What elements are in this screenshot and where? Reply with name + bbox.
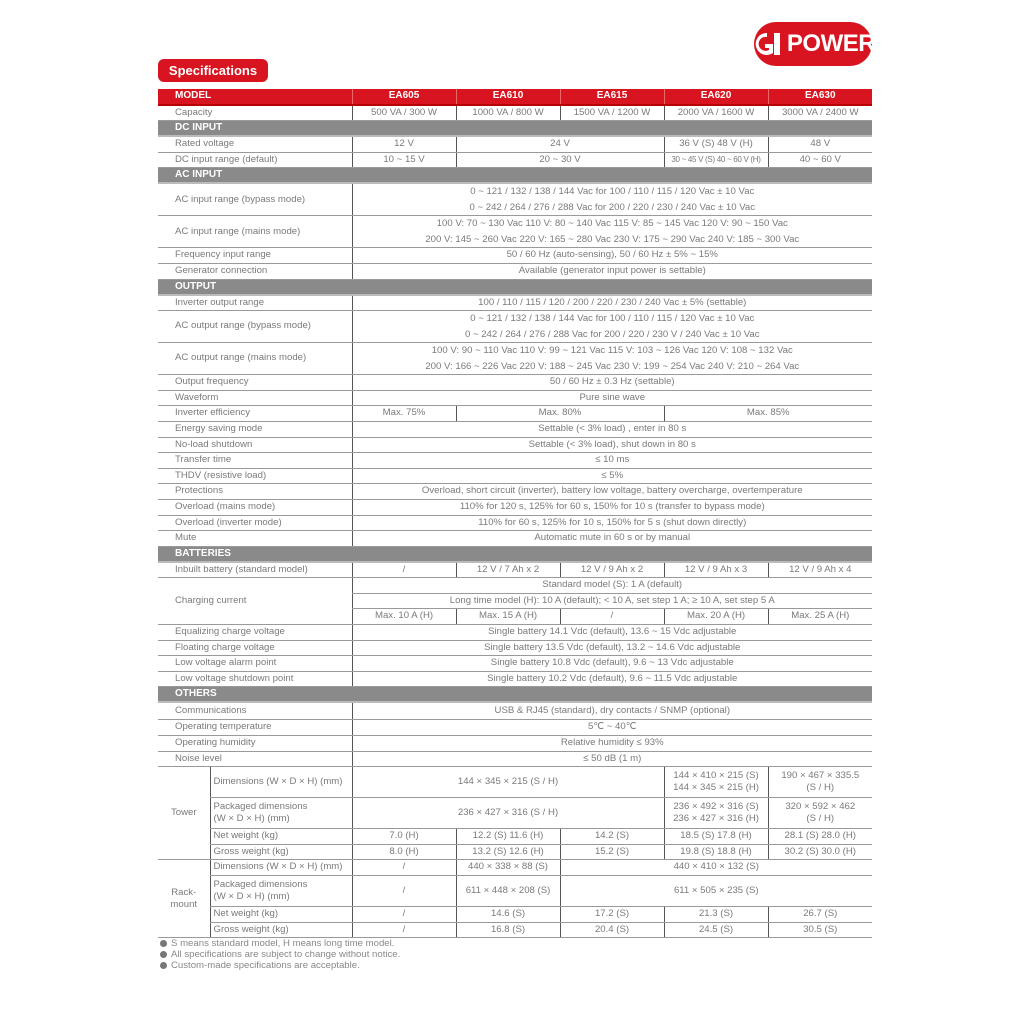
cell: USB & RJ45 (standard), dry contacts / SNMP (optional)	[352, 702, 872, 720]
gi-power-logo	[754, 22, 876, 66]
row-label: Gross weight (kg)	[210, 922, 352, 938]
specifications-table	[158, 89, 872, 938]
bullet-icon	[160, 951, 167, 958]
cell: 24.5 (S)	[664, 922, 768, 938]
line: Packaged dimensions	[213, 801, 308, 813]
cell: 50 / 60 Hz ± 0.3 Hz (settable)	[352, 375, 872, 391]
bullet-icon	[160, 962, 167, 969]
row-label: AC input range (mains mode)	[158, 216, 352, 248]
line: 236 × 427 × 316 (H)	[673, 813, 759, 825]
rack-gross-weight-row	[158, 922, 872, 938]
cell: ≤ 10 ms	[352, 453, 872, 469]
charging-current-row	[158, 578, 872, 594]
bullet-icon	[160, 940, 167, 947]
gi-logo-mark-icon	[751, 29, 785, 59]
cell: 12 V / 9 Ah x 4	[768, 562, 872, 578]
tower-gross-weight-row	[158, 844, 872, 860]
cell: 30.2 (S) 30.0 (H)	[768, 844, 872, 860]
cell: Single battery 14.1 Vdc (default), 13.6 ~ 15 Vdc adjustable	[352, 625, 872, 641]
row-label: AC output range (bypass mode)	[158, 311, 352, 343]
cell: 5℃ ~ 40℃	[352, 720, 872, 736]
mute-row	[158, 531, 872, 547]
cell: Single battery 10.2 Vdc (default), 9.6 ~ 11.5 Vdc adjustable	[352, 671, 872, 687]
tower-packaged-row	[158, 798, 872, 829]
cell: Max. 15 A (H)	[456, 609, 560, 625]
section-dc-input	[158, 121, 872, 137]
cell: Long time model (H): 10 A (default); < 10 A, set step 1 A; ≥ 10 A, set step 5 A	[352, 593, 872, 609]
cell: Settable (< 3% load) , enter in 80 s	[352, 421, 872, 437]
overload-mains-row	[158, 499, 872, 515]
cell: 26.7 (S)	[768, 907, 872, 923]
model-ea620: EA620	[664, 89, 768, 105]
cell: 24 V	[456, 136, 664, 152]
rackmount-label	[158, 860, 210, 938]
row-label: Net weight (kg)	[210, 829, 352, 845]
cell: 100 / 110 / 115 / 120 / 200 / 220 / 230 / 240 Vac ± 5% (settable)	[352, 295, 872, 311]
cell: 30.5 (S)	[768, 922, 872, 938]
line: 0 ~ 242 / 264 / 276 / 288 Vac for 200 / 220 / 230 V / 240 Vac ± 10 Vac	[464, 328, 760, 340]
row-label: Floating charge voltage	[158, 640, 352, 656]
cell: 18.5 (S) 17.8 (H)	[664, 829, 768, 845]
model-label: MODEL	[158, 89, 352, 105]
line: 100 V: 70 ~ 130 Vac 110 V: 80 ~ 140 Vac 115 V: 85 ~ 145 Vac 120 V: 90 ~ 150 Vac	[436, 218, 788, 230]
line: (W × D × H) (mm)	[213, 891, 290, 902]
cell: 3000 VA / 2400 W	[768, 105, 872, 121]
cell: 1000 VA / 800 W	[456, 105, 560, 121]
row-label: Capacity	[158, 105, 352, 121]
row-label: No-load shutdown	[158, 437, 352, 453]
line: 190 × 467 × 335.5	[781, 770, 860, 782]
line: 320 × 592 × 462	[785, 801, 856, 813]
cell: 30 ~ 45 V (S) 40 ~ 60 V (H)	[664, 152, 768, 168]
row-label: Waveform	[158, 390, 352, 406]
dc-input-range-row	[158, 152, 872, 168]
row-label: Low voltage alarm point	[158, 656, 352, 672]
inverter-output-range-row	[158, 295, 872, 311]
row-label: Operating humidity	[158, 736, 352, 752]
row-label: Noise level	[158, 751, 352, 767]
line: 144 × 410 × 215 (S)	[673, 770, 759, 782]
cell: 12 V / 7 Ah x 2	[456, 562, 560, 578]
row-label: Protections	[158, 484, 352, 500]
cell: 440 × 338 × 88 (S)	[456, 860, 560, 876]
model-header-row	[158, 89, 872, 105]
cell: 20 ~ 30 V	[456, 152, 664, 168]
footnote	[160, 960, 400, 971]
energy-saving-row	[158, 421, 872, 437]
line: 0 ~ 121 / 132 / 138 / 144 Vac for 100 / 110 / 115 / 120 Vac ± 10 Vac	[470, 186, 755, 198]
cell: Max. 80%	[456, 406, 664, 422]
row-label: Net weight (kg)	[210, 907, 352, 923]
model-ea610: EA610	[456, 89, 560, 105]
temperature-row	[158, 720, 872, 736]
cell: 28.1 (S) 28.0 (H)	[768, 829, 872, 845]
ac-input-bypass-row	[158, 183, 872, 216]
cell: 236 × 427 × 316 (S / H)	[352, 798, 664, 829]
section-title: OUTPUT	[158, 279, 872, 295]
equalizing-row	[158, 625, 872, 641]
row-label: Energy saving mode	[158, 421, 352, 437]
line: Rack-	[171, 886, 197, 898]
section-output	[158, 279, 872, 295]
row-label: Overload (mains mode)	[158, 499, 352, 515]
line: (W × D × H) (mm)	[213, 813, 290, 825]
cell	[352, 343, 872, 375]
cell: 110% for 120 s, 125% for 60 s, 150% for 10 s (transfer to bypass mode)	[352, 499, 872, 515]
row-label: AC input range (bypass mode)	[158, 183, 352, 216]
cell: Overload, short circuit (inverter), battery low voltage, battery overcharge, overtemperature	[352, 484, 872, 500]
row-label: Charging current	[158, 578, 352, 625]
line: 200 V: 145 ~ 260 Vac 220 V: 165 ~ 280 Vac 230 V: 175 ~ 290 Vac 240 V: 185 ~ 300 Vac	[425, 233, 800, 245]
cell: 12.2 (S) 11.6 (H)	[456, 829, 560, 845]
ac-output-mains-row	[158, 343, 872, 375]
cell: 36 V (S) 48 V (H)	[664, 136, 768, 152]
capacity-row	[158, 105, 872, 121]
cell	[768, 767, 872, 798]
cell: Pure sine wave	[352, 390, 872, 406]
frequency-input-row	[158, 248, 872, 264]
cell: Single battery 13.5 Vdc (default), 13.2 ~ 14.6 Vdc adjustable	[352, 640, 872, 656]
row-label: Inverter efficiency	[158, 406, 352, 422]
section-title: OTHERS	[158, 687, 872, 703]
cell: Settable (< 3% load), shut down in 80 s	[352, 437, 872, 453]
communications-row	[158, 702, 872, 720]
line: Packaged dimensions	[213, 879, 308, 890]
protections-row	[158, 484, 872, 500]
section-ac-input	[158, 168, 872, 184]
cell: 8.0 (H)	[352, 844, 456, 860]
cell	[352, 216, 872, 248]
cell: 19.8 (S) 18.8 (H)	[664, 844, 768, 860]
line: mount	[170, 898, 198, 910]
cell: Standard model (S): 1 A (default)	[352, 578, 872, 594]
cell: 144 × 345 × 215 (S / H)	[352, 767, 664, 798]
footnote-text: S means standard model, H means long time model.	[171, 938, 395, 949]
logo-text: POWER	[786, 30, 876, 57]
specifications-title: Specifications	[158, 59, 268, 82]
section-batteries	[158, 546, 872, 562]
section-title: BATTERIES	[158, 546, 872, 562]
row-label: Output frequency	[158, 375, 352, 391]
inbuilt-battery-row	[158, 562, 872, 578]
line: 144 × 345 × 215 (H)	[673, 782, 759, 794]
cell: Max. 85%	[664, 406, 872, 422]
row-label: DC input range (default)	[158, 152, 352, 168]
row-label: AC output range (mains mode)	[158, 343, 352, 375]
cell: 14.6 (S)	[456, 907, 560, 923]
row-label: Frequency input range	[158, 248, 352, 264]
line: 200 V: 166 ~ 226 Vac 220 V: 188 ~ 245 Vac 230 V: 199 ~ 254 Vac 240 V: 210 ~ 264 Vac	[425, 360, 800, 372]
model-ea605: EA605	[352, 89, 456, 105]
cell: Max. 10 A (H)	[352, 609, 456, 625]
cell: 7.0 (H)	[352, 829, 456, 845]
row-label: Low voltage shutdown point	[158, 671, 352, 687]
row-label	[210, 876, 352, 907]
row-label	[210, 798, 352, 829]
cell: 13.2 (S) 12.6 (H)	[456, 844, 560, 860]
ac-output-bypass-row	[158, 311, 872, 343]
cell: 2000 VA / 1600 W	[664, 105, 768, 121]
cell	[768, 798, 872, 829]
no-load-shutdown-row	[158, 437, 872, 453]
low-alarm-row	[158, 656, 872, 672]
rack-dimensions-row	[158, 860, 872, 876]
output-frequency-row	[158, 375, 872, 391]
cell	[664, 798, 768, 829]
row-label: Transfer time	[158, 453, 352, 469]
line: 0 ~ 121 / 132 / 138 / 144 Vac for 100 / 110 / 115 / 120 Vac ± 10 Vac	[470, 313, 755, 325]
footnotes	[160, 938, 400, 971]
low-shutdown-row	[158, 671, 872, 687]
row-label: Gross weight (kg)	[210, 844, 352, 860]
row-label: Rated voltage	[158, 136, 352, 152]
row-label: Operating temperature	[158, 720, 352, 736]
cell: Automatic mute in 60 s or by manual	[352, 531, 872, 547]
footnote	[160, 938, 400, 949]
cell	[664, 767, 768, 798]
rated-voltage-row	[158, 136, 872, 152]
rack-packaged-row	[158, 876, 872, 907]
cell: 500 VA / 300 W	[352, 105, 456, 121]
rack-net-weight-row	[158, 907, 872, 923]
cell: 12 V / 9 Ah x 2	[560, 562, 664, 578]
line: 0 ~ 242 / 264 / 276 / 288 Vac for 200 / 220 / 230 / 240 Vac ± 10 Vac	[469, 201, 756, 213]
cell: 21.3 (S)	[664, 907, 768, 923]
cell: 20.4 (S)	[560, 922, 664, 938]
cell: 16.8 (S)	[456, 922, 560, 938]
overload-inverter-row	[158, 515, 872, 531]
cell: 110% for 60 s, 125% for 10 s, 150% for 5 s (shut down directly)	[352, 515, 872, 531]
cell: 1500 VA / 1200 W	[560, 105, 664, 121]
cell: /	[352, 922, 456, 938]
cell: 14.2 (S)	[560, 829, 664, 845]
cell: Max. 25 A (H)	[768, 609, 872, 625]
row-label: Equalizing charge voltage	[158, 625, 352, 641]
humidity-row	[158, 736, 872, 752]
tower-net-weight-row	[158, 829, 872, 845]
tower-label: Tower	[158, 767, 210, 860]
cell: 611 × 505 × 235 (S)	[560, 876, 872, 907]
noise-row	[158, 751, 872, 767]
cell	[352, 311, 872, 343]
tower-dimensions-row	[158, 767, 872, 798]
generator-row	[158, 263, 872, 279]
row-label: Inbuilt battery (standard model)	[158, 562, 352, 578]
cell: 611 × 448 × 208 (S)	[456, 876, 560, 907]
cell: Max. 20 A (H)	[664, 609, 768, 625]
footnote-text: All specifications are subject to change without notice.	[171, 949, 401, 960]
cell: ≤ 50 dB (1 m)	[352, 751, 872, 767]
cell	[352, 183, 872, 216]
footnote	[160, 949, 400, 960]
row-label: Mute	[158, 531, 352, 547]
row-label: Communications	[158, 702, 352, 720]
row-label: Overload (inverter mode)	[158, 515, 352, 531]
cell: 48 V	[768, 136, 872, 152]
row-label: Generator connection	[158, 263, 352, 279]
thdv-row	[158, 468, 872, 484]
cell: 10 ~ 15 V	[352, 152, 456, 168]
cell: /	[352, 876, 456, 907]
cell: Max. 75%	[352, 406, 456, 422]
cell: /	[560, 609, 664, 625]
section-others	[158, 687, 872, 703]
waveform-row	[158, 390, 872, 406]
cell: 17.2 (S)	[560, 907, 664, 923]
cell: Available (generator input power is settable)	[352, 263, 872, 279]
cell: 50 / 60 Hz (auto-sensing), 50 / 60 Hz ± 5% ~ 15%	[352, 248, 872, 264]
line: (S / H)	[806, 813, 835, 825]
cell: 40 ~ 60 V	[768, 152, 872, 168]
footnote-text: Custom-made specifications are acceptable.	[171, 960, 360, 971]
cell: 12 V	[352, 136, 456, 152]
cell: 15.2 (S)	[560, 844, 664, 860]
cell: /	[352, 860, 456, 876]
row-label: Dimensions (W × D × H) (mm)	[210, 860, 352, 876]
cell: Single battery 10.8 Vdc (default), 9.6 ~ 13 Vdc adjustable	[352, 656, 872, 672]
section-title: DC INPUT	[158, 121, 872, 137]
cell: /	[352, 562, 456, 578]
model-ea630: EA630	[768, 89, 872, 105]
transfer-time-row	[158, 453, 872, 469]
ac-input-mains-row	[158, 216, 872, 248]
row-label: Inverter output range	[158, 295, 352, 311]
line: (S / H)	[806, 782, 835, 794]
model-ea615: EA615	[560, 89, 664, 105]
line: 236 × 492 × 316 (S)	[673, 801, 759, 813]
cell: /	[352, 907, 456, 923]
inverter-efficiency-row	[158, 406, 872, 422]
cell: ≤ 5%	[352, 468, 872, 484]
row-label: Dimensions (W × D × H) (mm)	[210, 767, 352, 798]
cell: 12 V / 9 Ah x 3	[664, 562, 768, 578]
row-label: THDV (resistive load)	[158, 468, 352, 484]
floating-row	[158, 640, 872, 656]
section-title: AC INPUT	[158, 168, 872, 184]
cell: Relative humidity ≤ 93%	[352, 736, 872, 752]
line: 100 V: 90 ~ 110 Vac 110 V: 99 ~ 121 Vac 115 V: 103 ~ 126 Vac 120 V: 108 ~ 132 Vac	[431, 345, 793, 357]
cell: 440 × 410 × 132 (S)	[560, 860, 872, 876]
